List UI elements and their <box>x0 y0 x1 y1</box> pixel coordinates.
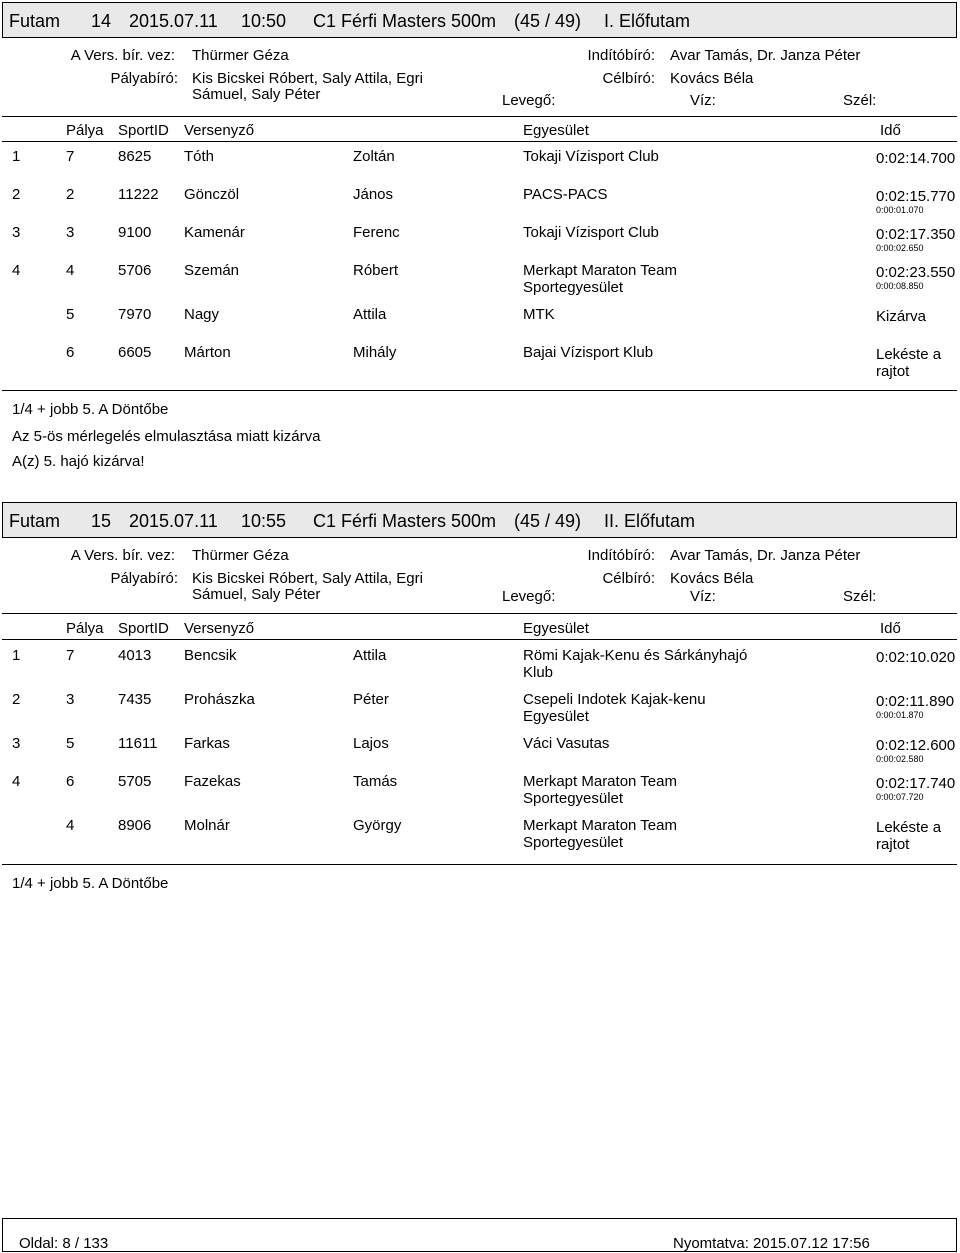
vers-biro-label: A Vers. bír. vez: <box>70 547 175 564</box>
first-name: János <box>353 186 394 203</box>
heat-date: 2015.07.11 <box>129 11 218 31</box>
sportid: 11611 <box>118 735 158 752</box>
last-name: Tóth <box>184 148 215 165</box>
split-time: 0:00:01.070 <box>876 205 924 215</box>
sportid: 11222 <box>118 186 159 203</box>
split-time: 0:00:02.580 <box>876 754 924 764</box>
celbiro-value: Kovács Béla <box>670 570 754 587</box>
print-date: Nyomtatva: 2015.07.12 17:56 <box>673 1235 870 1252</box>
heat-count: (45 / 49) <box>514 511 582 531</box>
first-name: Róbert <box>353 262 399 279</box>
club: Bajai Vízisport Klub <box>523 344 654 361</box>
lane: 2 <box>66 186 75 203</box>
club: Merkapt Maraton Team <box>523 262 677 279</box>
split-time: 0:00:01.870 <box>876 710 924 720</box>
heat-count: (45 / 49) <box>514 11 582 31</box>
lane: 5 <box>66 735 75 752</box>
lane: 5 <box>66 306 75 323</box>
club: PACS-PACS <box>523 186 608 203</box>
divider <box>2 116 957 117</box>
sportid: 7970 <box>118 306 152 323</box>
heat-number: 14 <box>91 11 112 31</box>
heat-label: Futam <box>9 511 61 531</box>
palyabiro-value-2: Sámuel, Saly Péter <box>192 86 321 103</box>
club: Merkapt Maraton Team <box>523 817 677 834</box>
first-name: Zoltán <box>353 148 395 165</box>
club: Váci Vasutas <box>523 735 610 752</box>
lane: 3 <box>66 224 75 241</box>
lane: 3 <box>66 691 75 708</box>
page-footer <box>2 1218 957 1252</box>
note: A(z) 5. hajó kizárva! <box>12 453 145 470</box>
heat-title-bar <box>2 2 957 38</box>
sportid: 8625 <box>118 148 152 165</box>
lane: 6 <box>66 773 75 790</box>
first-name: Tamás <box>353 773 398 790</box>
place: 4 <box>12 773 21 790</box>
inditobiro-value: Avar Tamás, Dr. Janza Péter <box>670 547 861 564</box>
club-line-2: Sportegyesület <box>523 790 624 807</box>
vers-biro-value: Thürmer Géza <box>192 547 289 564</box>
heat-round: I. Előfutam <box>604 11 691 31</box>
first-name: Lajos <box>353 735 389 752</box>
heat-date: 2015.07.11 <box>129 511 218 531</box>
last-name: Prohászka <box>184 691 255 708</box>
last-name: Molnár <box>184 817 230 834</box>
last-name: Gönczöl <box>184 186 240 203</box>
divider <box>2 141 957 142</box>
place: 2 <box>12 691 21 708</box>
first-name: Attila <box>353 647 387 664</box>
first-name: Attila <box>353 306 387 323</box>
col-sportid: SportID <box>118 620 169 637</box>
sportid: 5706 <box>118 262 152 279</box>
place: 2 <box>12 186 21 203</box>
viz-label: Víz: <box>690 588 716 605</box>
col-ido: Idő <box>880 620 901 637</box>
palyabiro-label: Pályabíró: <box>110 570 178 587</box>
last-name: Márton <box>184 344 231 361</box>
divider <box>2 864 957 865</box>
col-palya: Pálya <box>66 122 104 139</box>
levego-label: Levegő: <box>502 588 556 605</box>
vers-biro-label: A Vers. bír. vez: <box>70 47 175 64</box>
place: 1 <box>12 148 21 165</box>
last-name: Nagy <box>184 306 220 323</box>
place: 3 <box>12 735 21 752</box>
palyabiro-value-2: Sámuel, Saly Péter <box>192 586 321 603</box>
heat-event: C1 Férfi Masters 500m <box>313 511 497 531</box>
first-name: Mihály <box>353 344 397 361</box>
time: Kizárva <box>876 308 927 325</box>
heat-time: 10:55 <box>241 511 287 531</box>
last-name: Farkas <box>184 735 230 752</box>
col-palya: Pálya <box>66 620 104 637</box>
heat-number: 15 <box>91 511 112 531</box>
split-time: 0:00:08.850 <box>876 281 924 291</box>
heat-label: Futam <box>9 11 61 31</box>
viz-label: Víz: <box>690 92 716 109</box>
time: 0:02:15.770 <box>876 188 956 205</box>
sportid: 7435 <box>118 691 152 708</box>
club: Csepeli Indotek Kajak-kenu <box>523 691 706 708</box>
divider <box>2 390 957 391</box>
szel-label: Szél: <box>843 588 877 605</box>
time: 0:02:11.890 <box>876 693 955 710</box>
celbiro-value: Kovács Béla <box>670 70 754 87</box>
inditobiro-value: Avar Tamás, Dr. Janza Péter <box>670 47 861 64</box>
time: Lekéste a <box>876 346 942 363</box>
club-line-2: Egyesület <box>523 708 589 725</box>
time: 0:02:14.700 <box>876 150 956 167</box>
col-egyesulet: Egyesület <box>523 620 589 637</box>
club-line-2: Sportegyesület <box>523 834 624 851</box>
first-name: Péter <box>353 691 389 708</box>
heat-event: C1 Férfi Masters 500m <box>313 11 497 31</box>
inditobiro-label: Indítóbíró: <box>587 547 655 564</box>
sportid: 6605 <box>118 344 152 361</box>
page-number: Oldal: 8 / 133 <box>19 1235 109 1252</box>
time: 0:02:17.740 <box>876 775 956 792</box>
palyabiro-value-1: Kis Bicskei Róbert, Saly Attila, Egri <box>192 570 423 587</box>
divider <box>2 639 957 640</box>
szel-label: Szél: <box>843 92 877 109</box>
club: Tokaji Vízisport Club <box>523 224 659 241</box>
place: 3 <box>12 224 21 241</box>
palyabiro-label: Pályabíró: <box>110 70 178 87</box>
heat-round: II. Előfutam <box>604 511 696 531</box>
last-name: Bencsik <box>184 647 237 664</box>
place: 1 <box>12 647 21 664</box>
time: Lekéste a <box>876 819 942 836</box>
club: Tokaji Vízisport Club <box>523 148 659 165</box>
time: 0:02:12.600 <box>876 737 956 754</box>
lane: 6 <box>66 344 75 361</box>
first-name: György <box>353 817 402 834</box>
last-name: Kamenár <box>184 224 245 241</box>
sportid: 4013 <box>118 647 152 664</box>
club: Merkapt Maraton Team <box>523 773 677 790</box>
place: 4 <box>12 262 21 279</box>
celbiro-label: Célbíró: <box>602 70 655 87</box>
lane: 7 <box>66 647 75 664</box>
time-line-2: rajtot <box>876 363 910 380</box>
last-name: Fazekas <box>184 773 241 790</box>
time: 0:02:17.350 <box>876 226 956 243</box>
col-versenyzo: Versenyző <box>184 122 255 139</box>
sportid: 9100 <box>118 224 152 241</box>
note: 1/4 + jobb 5. A Döntőbe <box>12 875 169 892</box>
lane: 4 <box>66 262 75 279</box>
lane: 7 <box>66 148 75 165</box>
celbiro-label: Célbíró: <box>602 570 655 587</box>
sportid: 5705 <box>118 773 152 790</box>
time: 0:02:23.550 <box>876 264 956 281</box>
last-name: Szemán <box>184 262 240 279</box>
col-ido: Idő <box>880 122 901 139</box>
lane: 4 <box>66 817 75 834</box>
split-time: 0:00:02.650 <box>876 243 924 253</box>
note: Az 5-ös mérlegelés elmulasztása miatt kizárva <box>12 428 321 445</box>
heat-time: 10:50 <box>241 11 287 31</box>
divider <box>2 613 957 614</box>
inditobiro-label: Indítóbíró: <box>587 47 655 64</box>
time: 0:02:10.020 <box>876 649 956 666</box>
club-line-2: Klub <box>523 664 554 681</box>
levego-label: Levegő: <box>502 92 556 109</box>
first-name: Ferenc <box>353 224 400 241</box>
col-versenyzo: Versenyző <box>184 620 255 637</box>
col-egyesulet: Egyesület <box>523 122 589 139</box>
time-line-2: rajtot <box>876 836 910 853</box>
palyabiro-value-1: Kis Bicskei Róbert, Saly Attila, Egri <box>192 70 423 87</box>
club: Römi Kajak-Kenu és Sárkányhajó <box>523 647 748 664</box>
heat-title-bar <box>2 502 957 538</box>
vers-biro-value: Thürmer Géza <box>192 47 289 64</box>
note: 1/4 + jobb 5. A Döntőbe <box>12 401 169 418</box>
club-line-2: Sportegyesület <box>523 279 624 296</box>
club: MTK <box>523 306 555 323</box>
sportid: 8906 <box>118 817 152 834</box>
split-time: 0:00:07.720 <box>876 792 924 802</box>
col-sportid: SportID <box>118 122 169 139</box>
